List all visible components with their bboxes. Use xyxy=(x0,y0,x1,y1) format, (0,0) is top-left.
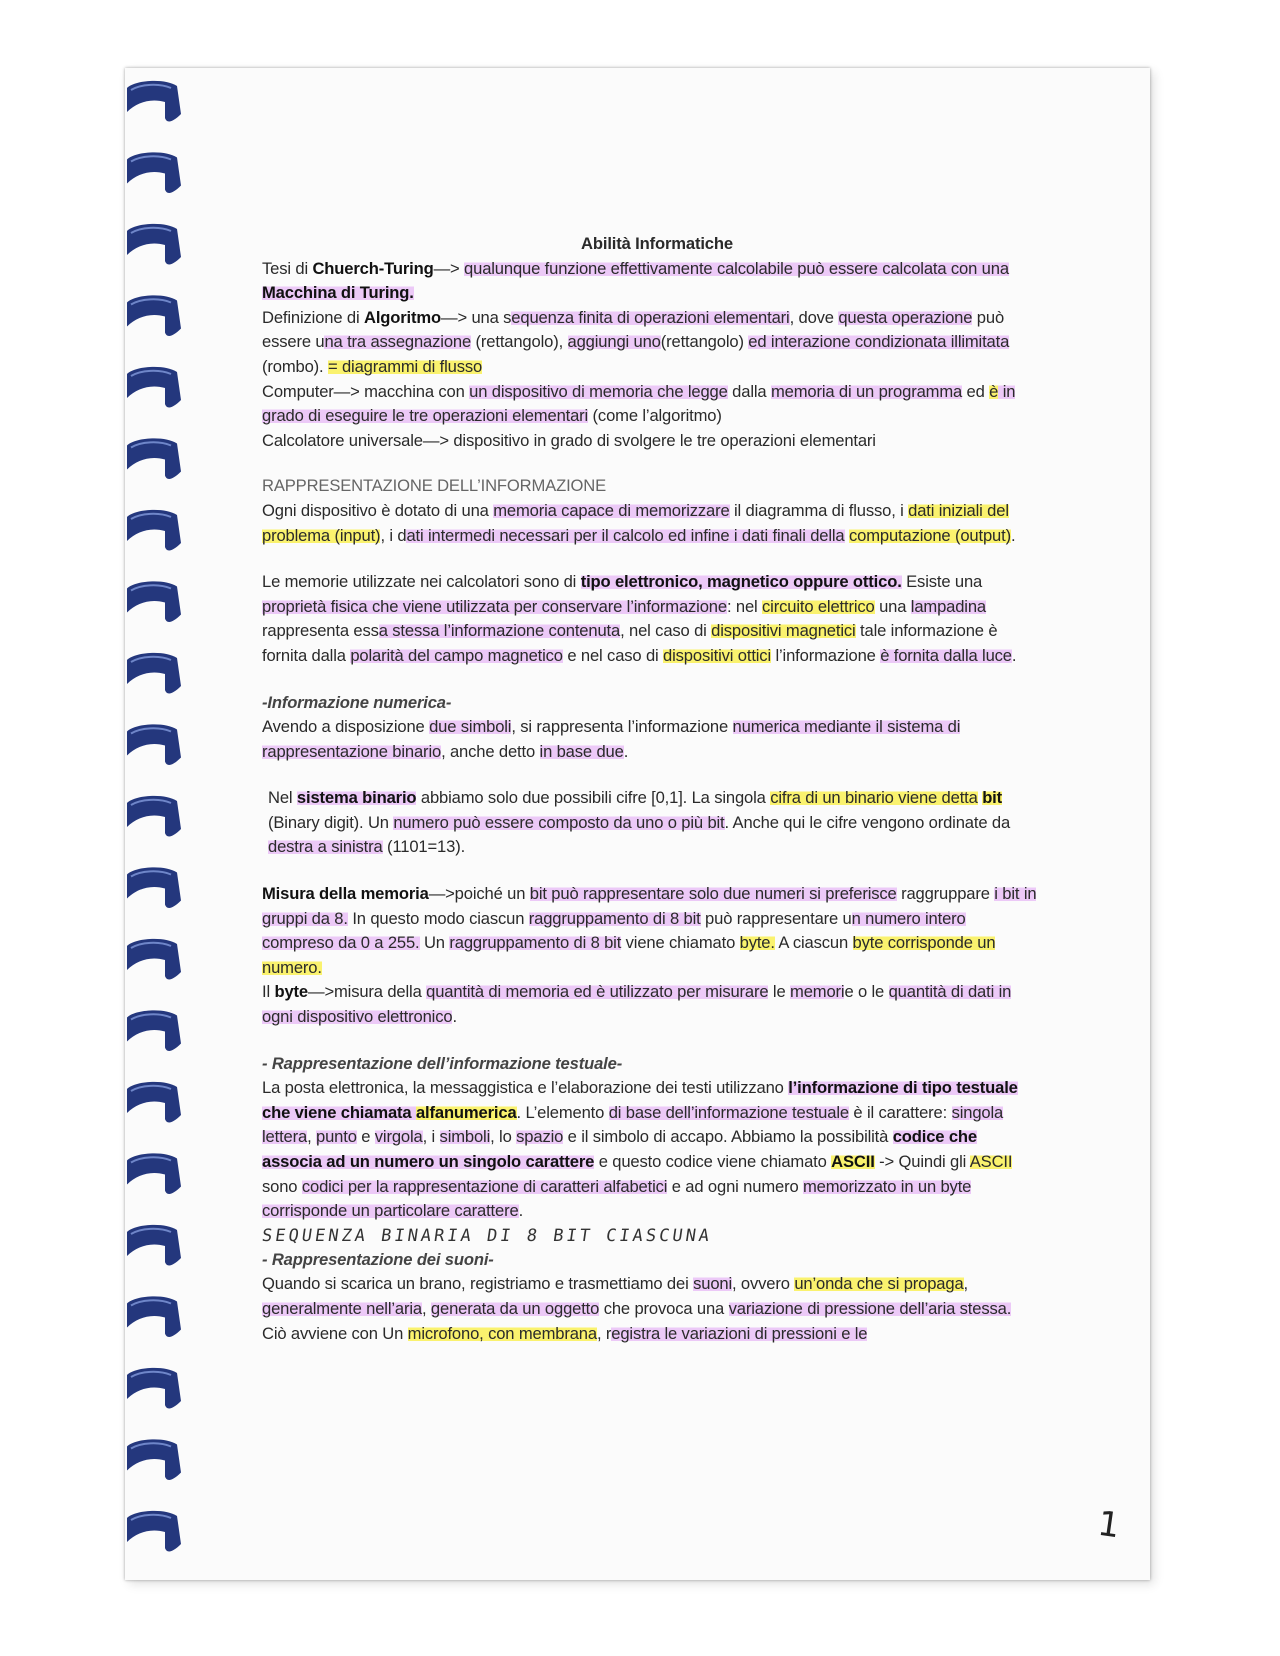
paragraph-algorithm: Definizione di Algoritmo—> una sequenza finita di operazioni elementari, dove questa operazione può essere una tra assegnazione (rettangolo), aggiungi uno(rettangolo) ed interazione condizionata illimitata (rombo). = diagrammi di flusso xyxy=(262,307,1010,376)
paragraph-suoni: Quando si scarica un brano, registriamo e trasmettiamo dei suoni, ovvero un’onda che si propaga, generalmente nell’aria, generata da un oggetto che provoca una variazione di pressione dell’aria stessa. Ciò avviene con Un microfono, con membrana, registra le variazioni di pressioni e le xyxy=(262,1274,1012,1343)
page-title: Abilità Informatiche xyxy=(581,234,733,253)
binding-ring xyxy=(127,867,181,908)
paragraph-misura-memoria: Misura della memoria—>poiché un bit può rappresentare solo due numeri si preferisce raggruppare i bit in gruppi da 8. In questo modo ciascun raggruppamento di 8 bit può rappresentare un numero intero compreso da 0 a 255. Un raggruppamento di 8 bit viene chiamato byte. A ciascun byte corrisponde un numero. xyxy=(262,884,1037,977)
section-heading-testuale: - Rappresentazione dell’informazione testuale- xyxy=(262,1053,623,1073)
binding-ring xyxy=(127,939,181,980)
binding-ring xyxy=(127,295,181,336)
paragraph-due-simboli: Avendo a disposizione due simboli, si rappresenta l’informazione numerica mediante il sistema di rappresentazione binario, anche detto in base due. xyxy=(262,717,961,761)
binding-ring xyxy=(127,1153,181,1194)
paragraph-computer: Computer—> macchina con un dispositivo di memoria che legge dalla memoria di un programma ed è in grado di eseguire le tre operazioni elementari (come l’algoritmo) xyxy=(262,381,1016,426)
paragraph-memorie-tipi: Le memorie utilizzate nei calcolatori sono di tipo elettronico, magnetico oppure ottico. Esiste una proprietà fisica che viene utilizzata per conservare l’informazione: nel circuito elettrico una lampadina rappresenta essa stessa l’informazione contenuta, nel caso di dispositivi magnetici tale informazione è fornita dalla polarità del campo magnetico e nel caso di dispositivi ottici l’informazione è fornita dalla luce. xyxy=(262,572,1017,665)
binding-ring xyxy=(127,1225,181,1266)
section-heading-numerica: -Informazione numerica- xyxy=(262,692,452,712)
binding-ring xyxy=(127,1511,181,1552)
binding-ring xyxy=(127,1296,181,1337)
paragraph-memoria-dispositivo: Ogni dispositivo è dotato di una memoria capace di memorizzare il diagramma di flusso, i dati iniziali del problema (input), i dati intermedi necessari per il calcolo ed infine i dati finali della computazione (output). xyxy=(262,500,1016,545)
binding-ring xyxy=(127,224,181,265)
binding-ring xyxy=(127,510,181,551)
page-number: 1 xyxy=(1095,1503,1123,1547)
binding-ring xyxy=(127,438,181,479)
binding-ring xyxy=(127,724,181,765)
binding-ring xyxy=(127,81,181,122)
binding-ring xyxy=(127,1439,181,1480)
binding-ring xyxy=(127,653,181,694)
binding-ring xyxy=(127,1368,181,1409)
paragraph-church-turing: Tesi di Chuerch-Turing—> qualunque funzione effettivamente calcolabile può essere calcolata con una Macchina di Turing. xyxy=(262,258,1009,303)
document-body xyxy=(262,232,1037,1346)
handwritten-note: SEQUENZA BINARIA DI 8 BIT CIASCUNA xyxy=(260,1225,714,1246)
binding-ring xyxy=(127,1010,181,1051)
paragraph-testuale: La posta elettronica, la messaggistica e l’elaborazione dei testi utilizzano l’informazione di tipo testuale che viene chiamata alfanumerica. L’elemento di base dell’informazione testuale è il carattere: singola lettera, punto e virgola, i simboli, lo spazio e il simbolo di accapo. Abbiamo la possibilità codice che associa ad un numero un singolo carattere e questo codice viene chiamato ASCII -> Quindi gli ASCII sono codici per la rappresentazione di caratteri alfabetici e ad ogni numero memorizzato in un byte corrisponde un particolare carattere. xyxy=(262,1078,1018,1221)
binding-ring xyxy=(127,796,181,837)
binding-ring xyxy=(127,367,181,408)
spiral-binding xyxy=(125,68,191,1580)
paragraph-sistema-binario: Nel sistema binario abbiamo solo due possibili cifre [0,1]. La singola cifra di un binario viene detta bit (Binary digit). Un numero può essere composto da uno o più bit. Anche qui le cifre vengono ordinate da destra a sinistra (1101=13). xyxy=(268,788,1011,857)
section-heading-rappresentazione: RAPPRESENTAZIONE DELL’INFORMAZIONE xyxy=(262,476,607,496)
section-heading-suoni: - Rappresentazione dei suoni- xyxy=(262,1249,494,1269)
paragraph-calcolatore: Calcolatore universale—> dispositivo in grado di svolgere le tre operazioni elementari xyxy=(262,430,876,450)
binding-ring xyxy=(127,581,181,622)
paragraph-byte: Il byte—>misura della quantità di memoria ed è utilizzato per misurare le memorie o le quantità di dati in ogni dispositivo elettronico. xyxy=(262,982,1012,1027)
binding-ring xyxy=(127,1082,181,1123)
binding-ring xyxy=(127,152,181,193)
